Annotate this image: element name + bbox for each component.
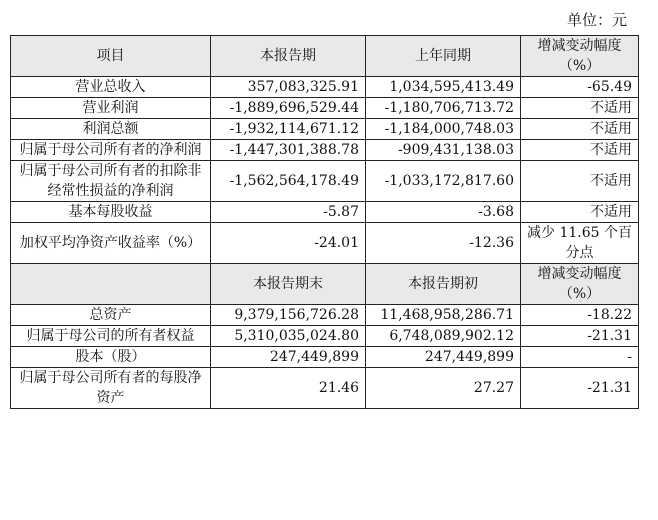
table-row [11,326,639,347]
row-label: 基本每股收益 [11,202,211,223]
change-value: -65.49 [521,77,639,98]
financial-summary-table [10,35,639,409]
header-period-end: 本报告期末 [211,264,366,305]
table-row [11,305,639,326]
header-change-rate: 增减变动幅度（%） [521,36,639,77]
current-value: 357,083,325.91 [211,77,366,98]
row-label: 归属于母公司的所有者权益 [11,326,211,347]
current-value: -24.01 [211,223,366,264]
row-label: 利润总额 [11,119,211,140]
prior-value: -1,033,172,817.60 [366,161,521,202]
prior-value: 6,748,089,902.12 [366,326,521,347]
change-value: - [521,347,639,368]
current-value: 5,310,035,024.80 [211,326,366,347]
current-value: -1,932,114,671.12 [211,119,366,140]
row-label: 营业总收入 [11,77,211,98]
table-row [11,119,639,140]
current-value: -1,889,696,529.44 [211,98,366,119]
header-current-period: 本报告期 [211,36,366,77]
row-label: 归属于母公司所有者的扣除非经常性损益的净利润 [11,161,211,202]
change-value: 不适用 [521,161,639,202]
table-row [11,77,639,98]
header-change-rate: 增减变动幅度（%） [521,264,639,305]
change-value: 减少 11.65 个百分点 [521,223,639,264]
prior-value: -1,180,706,713.72 [366,98,521,119]
prior-value: 27.27 [366,368,521,409]
table-row [11,98,639,119]
prior-value: -3.68 [366,202,521,223]
change-value: -21.31 [521,368,639,409]
change-value: 不适用 [521,202,639,223]
change-value: -18.22 [521,305,639,326]
table-header-row [11,36,639,77]
table-row [11,368,639,409]
prior-value: -909,431,138.03 [366,140,521,161]
header-item: 项目 [11,36,211,77]
current-value: -5.87 [211,202,366,223]
row-label: 总资产 [11,305,211,326]
table-row [11,140,639,161]
row-label: 加权平均净资产收益率（%） [11,223,211,264]
header-prior-period: 上年同期 [366,36,521,77]
unit-label: 单位：元 [566,11,627,29]
row-label: 归属于母公司所有者的每股净资产 [11,368,211,409]
prior-value: 1,034,595,413.49 [366,77,521,98]
header-period-start: 本报告期初 [366,264,521,305]
change-value: 不适用 [521,119,639,140]
table-row [11,347,639,368]
prior-value: 11,468,958,286.71 [366,305,521,326]
table-row [11,223,639,264]
current-value: -1,562,564,178.49 [211,161,366,202]
prior-value: 247,449,899 [366,347,521,368]
table-row [11,202,639,223]
current-value: -1,447,301,388.78 [211,140,366,161]
change-value: 不适用 [521,140,639,161]
row-label: 归属于母公司所有者的净利润 [11,140,211,161]
change-value: 不适用 [521,98,639,119]
prior-value: -12.36 [366,223,521,264]
table-row [11,161,639,202]
current-value: 21.46 [211,368,366,409]
row-label: 营业利润 [11,98,211,119]
current-value: 9,379,156,726.28 [211,305,366,326]
table-subheader-row [11,264,639,305]
current-value: 247,449,899 [211,347,366,368]
change-value: -21.31 [521,326,639,347]
subheader-blank [11,264,211,305]
row-label: 股本（股） [11,347,211,368]
prior-value: -1,184,000,748.03 [366,119,521,140]
